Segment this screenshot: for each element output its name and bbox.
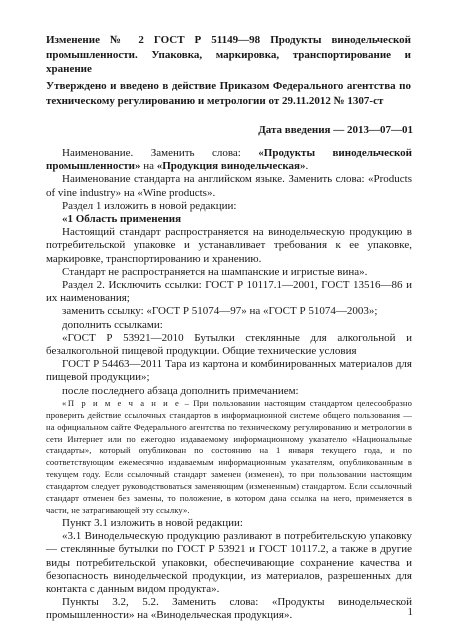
paragraph: «ГОСТ Р 53921—2010 Бутылки стеклянные для алкогольной и безалкогольной пищевой продукции. Общие технические условия	[46, 331, 412, 358]
note-text: – При пользовании настоящим стандартом целесообразно проверить действие ссылочных стандартов в информационной системе общего пользования — на официальном сайте Федерального агентства по техническому регулированию и метрологии в сети Интернет или по ежегодно издаваемому информационному указателю «Национальные стандарты», который опубликован по состоянию на 1 января текущего года, и по соответствующим ежемесячно издаваемым информационным указателям, опубликованным в текущем году. Если ссылочный стандарт заменен (изменен), то при пользовании настоящим стандартом следует руководствоваться заменяющим (измененным) стандартом. Если ссылочный стандарт отменен без замены, то положение, в котором дана ссылка на него, применяется в части, не затрагивающей эту ссылку».	[46, 397, 412, 516]
note	[46, 398, 412, 517]
paragraph: заменить ссылку: «ГОСТ Р 51074—97» на «ГОСТ Р 51074—2003»;	[62, 305, 378, 318]
paragraph: Пункт 3.1 изложить в новой редакции:	[62, 516, 243, 529]
paragraph: Пункты 3.2, 5.2. Заменить слова: «Продукты винодельческой промышленности» на «Винодельческая продукция».	[46, 596, 412, 622]
old-name: «Продукты винодельческой промышленности»	[46, 147, 412, 173]
amendment-body	[46, 147, 412, 623]
section-heading: «1 Область применения	[62, 213, 182, 226]
paragraph: «3.1 Винодельческую продукцию разливают в потребительскую упаковку — стеклянные бутылки по ГОСТ Р 53921 и ГОСТ 10117.2, а также в другие виды потребительской упаковки, обеспечивающие сохранение качества и безопасность винодельческой продукции, из материалов, разрешенных для контакта с данным видом продукта».	[46, 530, 412, 595]
paragraph	[46, 147, 412, 173]
approval-statement: Утверждено и введено в действие Приказом Федерального агентства по техническому регулированию и метрологии от 29.11.2012 № 1307-ст	[46, 80, 411, 107]
paragraph: после последнего абзаца дополнить примечанием:	[62, 384, 299, 397]
paragraph: Раздел 1 изложить в новой редакции:	[62, 199, 237, 212]
paragraph: Стандарт не распространяется на шампанские и игристые вина».	[62, 265, 368, 278]
amendment-title: Изменение № 2 ГОСТ Р 51149—98 Продукты винодельческой промышленности. Упаковка, маркировка, транспортирование и хранение	[46, 34, 411, 75]
text-run: на	[140, 160, 157, 173]
note-label: «П р и м е ч а н и е	[62, 397, 181, 408]
new-name: «Продукция винодельческая»	[156, 160, 306, 173]
text-run: .	[305, 160, 309, 173]
paragraph: Наименование стандарта на английском языке. Заменить слова: «Products of vine industry» на «Wine products».	[46, 173, 412, 199]
text-run: Наименование. Заменить слова:	[62, 147, 259, 159]
paragraph: Раздел 2. Исключить ссылки: ГОСТ Р 10117.1—2001, ГОСТ 13516—86 и их наименования;	[46, 279, 412, 305]
paragraph: ГОСТ Р 54463—2011 Тара из картона и комбинированных материалов для пищевой продукции»;	[46, 358, 412, 384]
paragraph: Настоящий стандарт распространяется на винодельческую продукцию в потребительской упаковке и устанавливает требования к ее упаковке, маркировке, транспортированию и хранению.	[46, 226, 412, 265]
paragraph: дополнить ссылками:	[62, 318, 163, 331]
effective-date: Дата введения — 2013—07—01	[258, 124, 413, 136]
page-number: 1	[407, 606, 413, 618]
